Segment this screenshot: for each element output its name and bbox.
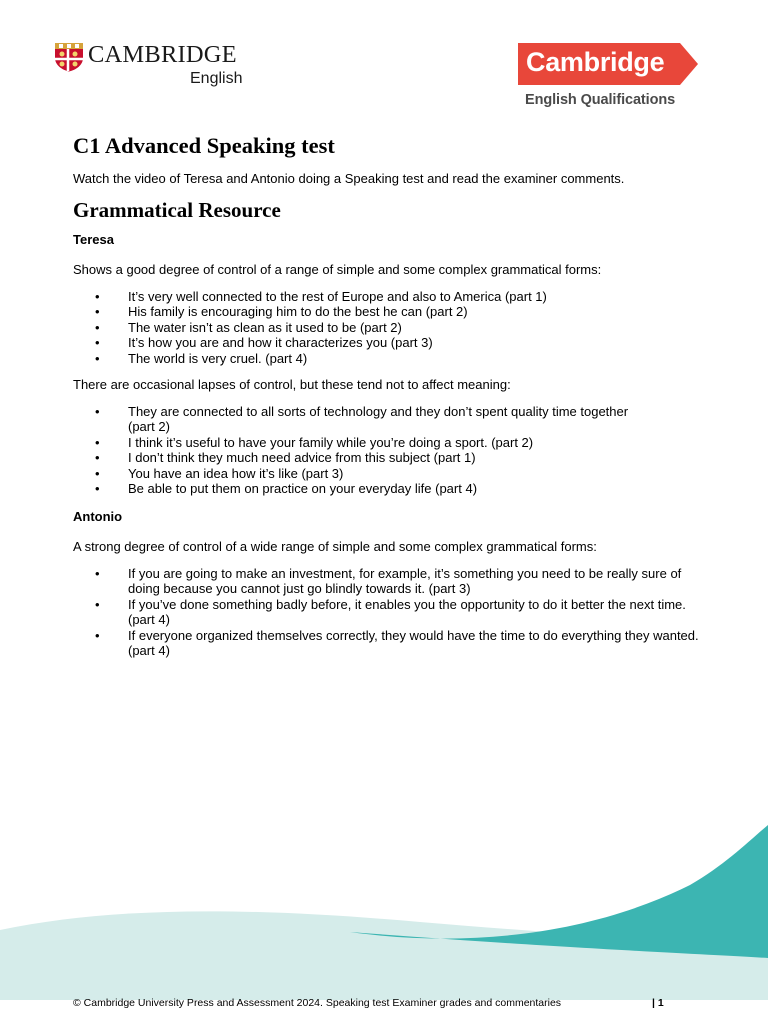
antonio-examples-list bbox=[73, 566, 713, 659]
list-item: • It’s how you are and how it characterizes you (part 3) bbox=[73, 335, 713, 351]
teresa-lapses-list bbox=[73, 404, 713, 497]
teresa-examples-list bbox=[73, 289, 713, 367]
list-item: • They are connected to all sorts of technology and they don’t spent quality time together (part 2) bbox=[73, 404, 713, 435]
cambridge-wordmark: CAMBRIDGE bbox=[88, 41, 237, 68]
footer-copyright: © Cambridge University Press and Assessment 2024. Speaking test Examiner grades and commentaries bbox=[73, 997, 562, 1009]
list-item: • His family is encouraging him to do the best he can (part 2) bbox=[73, 304, 713, 320]
cambridge-english-logo bbox=[54, 40, 254, 92]
teresa-control-summary: Shows a good degree of control of a range of simple and some complex grammatical forms: bbox=[73, 262, 602, 277]
list-item: • I don’t think they much need advice from this subject (part 1) bbox=[73, 450, 713, 466]
teresa-lapses-summary: There are occasional lapses of control, but these tend not to affect meaning: bbox=[73, 377, 511, 392]
list-item: • The water isn’t as clean as it used to be (part 2) bbox=[73, 320, 713, 336]
cambridge-english-label: English bbox=[190, 70, 243, 87]
intro-text: Watch the video of Teresa and Antonio doing a Speaking test and read the examiner comments. bbox=[73, 171, 625, 186]
list-item: • If you are going to make an investment, for example, it’s something you need to be really sure of doing because you cannot just go blindly towards it. (part 3) bbox=[73, 566, 713, 597]
list-item: • If you’ve done something badly before, it enables you the opportunity to do it better the next time. (part 4) bbox=[73, 597, 713, 628]
cambridge-badge-label: Cambridge bbox=[526, 47, 665, 77]
section-title: Grammatical Resource bbox=[73, 197, 281, 222]
english-qualifications-label: English Qualifications bbox=[525, 92, 676, 108]
page-number: | 1 bbox=[652, 997, 664, 1009]
list-item: • I think it’s useful to have your family while you’re doing a sport. (part 2) bbox=[73, 435, 713, 451]
antonio-control-summary: A strong degree of control of a wide range of simple and some complex grammatical forms: bbox=[73, 539, 597, 554]
decorative-waves bbox=[0, 800, 768, 1000]
document-body bbox=[73, 132, 713, 659]
list-item: • You have an idea how it’s like (part 3) bbox=[73, 466, 713, 482]
cambridge-english-qualifications-logo bbox=[518, 43, 708, 113]
candidate-name-teresa: Teresa bbox=[73, 231, 114, 247]
cambridge-shield-icon bbox=[54, 42, 84, 72]
list-item: • The world is very cruel. (part 4) bbox=[73, 351, 713, 367]
page-title: C1 Advanced Speaking test bbox=[73, 133, 335, 158]
candidate-name-antonio: Antonio bbox=[73, 508, 123, 524]
list-item: • It’s very well connected to the rest of Europe and also to America (part 1) bbox=[73, 289, 713, 305]
list-item: • Be able to put them on practice on your everyday life (part 4) bbox=[73, 481, 713, 497]
list-item: • If everyone organized themselves correctly, they would have the time to do everything they wanted. (part 4) bbox=[73, 628, 713, 659]
